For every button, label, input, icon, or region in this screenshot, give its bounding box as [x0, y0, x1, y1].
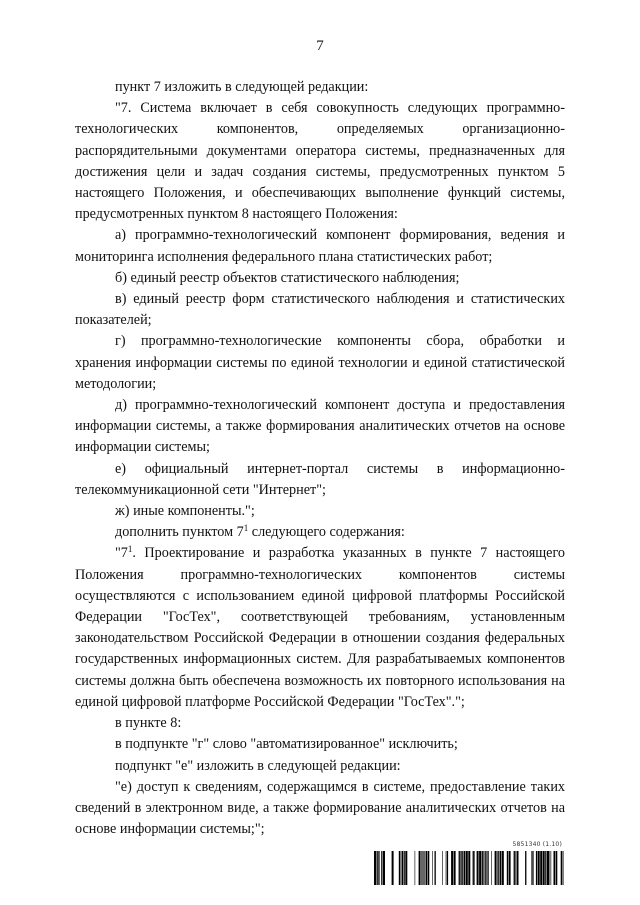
paragraph: в подпункте "г" слово "автоматизированное" исключить; [115, 736, 458, 753]
paragraph: а) программно-технологический компонент формирования, ведения и мониторинга исполнения федерального плана статистических работ; [75, 227, 565, 265]
paragraph: "7. Система включает в себя совокупность следующих программно-технологических компонентов, определяемых организационно-распорядительными документами оператора системы, предназначенных для достижения цели и задач создания системы, предусмотренных пунктом 5 настоящего Положения, и обеспечивающих выполнение функций системы, предусмотренных пунктом 8 настоящего Положения: [75, 100, 565, 223]
paragraph: д) программно-технологический компонент доступа и предоставления информации системы, а также формирования аналитических отчетов на основе информации системы; [75, 397, 565, 456]
paragraph: ж) иные компоненты."; [115, 503, 255, 520]
paragraph: в) единый реестр форм статистического наблюдения и статистических показателей; [75, 291, 565, 329]
page-number: 7 [316, 38, 324, 54]
paragraph: пункт 7 изложить в следующей редакции: [115, 79, 369, 95]
superscript: 1 [127, 544, 133, 555]
paragraph [75, 543, 565, 713]
barcode-icon [374, 851, 564, 885]
paragraph: б) единый реестр объектов статистического наблюдения; [115, 269, 460, 286]
superscript: 1 [243, 523, 249, 534]
paragraph: г) программно-технологические компоненты сбора, обработки и хранения информации системы по единой технологии и единой статистической методологии; [75, 333, 565, 392]
paragraph [75, 522, 565, 543]
paragraph: е) официальный интернет-портал системы в информационно-телекоммуникационной сети "Интернет"; [75, 460, 565, 498]
paragraph-text: дополнить пунктом 7 [115, 524, 244, 541]
paragraph-text: "7 [115, 545, 128, 562]
barcode-code: 5851340 (1.10) [512, 841, 562, 848]
barcode-block [374, 841, 566, 887]
paragraph-text: следующего содержания: [248, 524, 405, 541]
document-body [75, 77, 565, 840]
paragraph-text: . Проектирование и разработка указанных в пункте 7 настоящего Положения программно-технологических компонентов системы осуществляются с использованием единой цифровой платформы Российской Федерации "ГосТех", соответствующей требованиям, установленным законодательством Российской Федерации в отношении создания федеральных государственных информационных систем. Для разрабатываемых компонентов системы должна быть обеспечена возможность их повторного использования на единой цифровой платформе Российской Федерации "ГосТех"."; [75, 545, 565, 710]
paragraph: "е) доступ к сведениям, содержащимся в системе, предоставление таких сведений в электронном виде, а также формирование аналитических отчетов на основе информации системы;"; [75, 778, 565, 838]
paragraph: подпункт "е" изложить в следующей редакции: [115, 757, 401, 774]
paragraph: в пункте 8: [115, 715, 182, 732]
